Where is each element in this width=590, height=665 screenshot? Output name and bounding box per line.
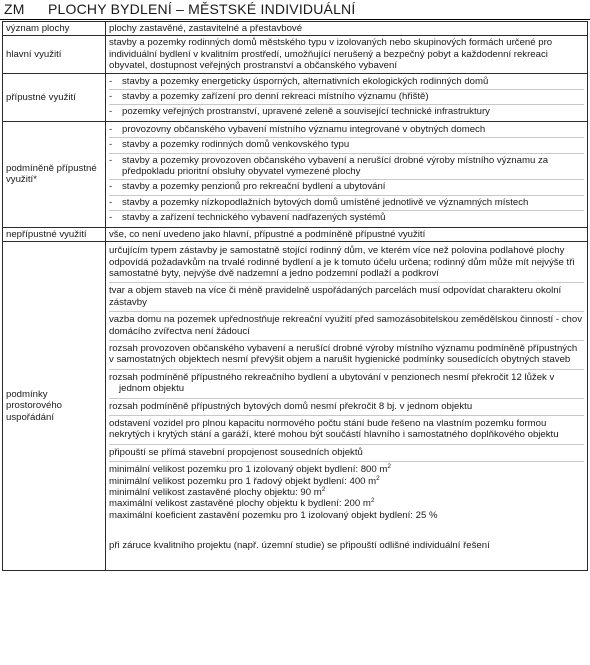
- list-item: - stavby a pozemky nízkopodlažních bytových domů umístěné jednotlivě ve významných místech: [109, 196, 584, 211]
- page-title: [4, 1, 355, 17]
- limits-list: [109, 462, 584, 524]
- row-label: nepřípustné využití: [3, 227, 106, 241]
- limit-line: minimální velikost pozemku pro 1 řadový objekt bydlení: 400 $m^2$: [109, 474, 380, 487]
- limit-line: minimální velikost zastavěné plochy objektu: 90 $m^2$: [109, 485, 326, 498]
- regulation-table: [2, 21, 588, 571]
- zone-title: PLOCHY BYDLENÍ – MĚSTSKÉ INDIVIDUÁLNÍ: [48, 1, 356, 17]
- condition-paragraph: rozsah podmíněně přípustného rekreačního bydlení a ubytování v penzionech nesmí překročit 12 lůžek v jednom objektu: [109, 370, 584, 399]
- spacer: [109, 524, 584, 538]
- list-item: - stavby a zařízení technického vybavení nadřazených systémů: [109, 212, 386, 224]
- row-label: podmíněně přípustné využití*: [3, 121, 106, 227]
- row-value: vše, co není uvedeno jako hlavní, přípustné a podmíněně přípustné využití: [106, 227, 588, 241]
- row-label: význam plochy: [3, 22, 106, 36]
- limit-line: maximální velikost zastavěné plochy objektu k bydlení: 200 $m^2$: [109, 497, 375, 510]
- condition-paragraph: odstavení vozidel pro plnou kapacitu normového počtu stání bude řešeno na vlastním pozemku formou nekrytých i krytých stání a garáží, které mohou být součástí hlavního i samostatného doplňkového objektu: [109, 416, 584, 445]
- condition-paragraph: rozsah provozoven občanského vybavení a nerušící drobné výroby místního významu podmíněně přípustných v samostatných objektech nesmí převýšit objem a narušit hygienické podmínky sousedících obytných staveb: [109, 341, 584, 370]
- list-item: - provozovny občanského vybavení místního významu integrované v obytných domech: [109, 123, 584, 138]
- list-item: - stavby a pozemky rodinných domů venkovského typu: [109, 138, 584, 153]
- title-rule: [0, 19, 590, 20]
- limit-line: maximální koeficient zastavění pozemku pro 1 izolovaný objekt bydlení: 25 %: [109, 509, 438, 521]
- row-value: [106, 121, 588, 227]
- row-value: [106, 73, 588, 121]
- row-podminky: [3, 242, 588, 571]
- condition-note: při záruce kvalitního projektu (např. územní studie) se připouští odlišné individuální řešení: [109, 540, 490, 552]
- row-podminene: [3, 121, 588, 227]
- row-pripustne: [3, 73, 588, 121]
- list-item: - stavby a pozemky provozoven občanského vybavení a nerušící drobné výroby místního významu za předpokladu prioritní obsluhy obyvatel vymezené plochy: [109, 154, 584, 181]
- row-label: přípustné využití: [3, 73, 106, 121]
- condition-paragraph: rozsah podmíněně přípustných bytových domů nesmí překročit 8 bj. v jednom objektu: [109, 399, 584, 416]
- row-nepripustne: [3, 227, 588, 241]
- spacer: [109, 555, 584, 569]
- list-item: - stavby a pozemky energeticky úsporných, alternativních ekologických rodinných domů: [109, 75, 584, 90]
- row-label: podmínky prostorového uspořádání: [3, 242, 106, 571]
- row-value: plochy zastavěné, zastavitelné a přestavbové: [106, 22, 588, 36]
- list-item: - stavby a pozemky zařízení pro denní rekreaci místního významu (hřiště): [109, 90, 584, 105]
- list-item: - stavby a pozemky penzionů pro rekreační bydlení a ubytování: [109, 180, 584, 195]
- zone-code: ZM: [4, 1, 25, 17]
- row-vyznam: [3, 22, 588, 36]
- row-value: [106, 242, 588, 571]
- row-hlavni: [3, 36, 588, 73]
- condition-paragraph: připouští se přímá stavební propojenost sousedních objektů: [109, 445, 584, 462]
- condition-paragraph: vazba domu na pozemek upřednostňuje rekreační využití před samozásobitelskou zemědělskou činností - chov domácího zvířectva není žádoucí: [109, 312, 584, 341]
- condition-paragraph: tvar a objem staveb na více či méně pravidelně uspořádaných parcelách musí odpovídat charakteru okolní zástavby: [109, 283, 584, 312]
- row-value: stavby a pozemky rodinných domů městského typu v izolovaných nebo skupinových formách určené pro individuální bydlení v kvalitním prostředí, umožňující nerušený a bezpečný pobyt a každodenní rekreaci obyvatel, dostupnost veřejných prostranství a občanského vybavení: [106, 36, 588, 73]
- row-label: hlavní využití: [3, 36, 106, 73]
- list-item: - pozemky veřejných prostranství, upravené zeleně a související technické infrastruktury: [109, 106, 490, 118]
- limit-line: minimální velikost pozemku pro 1 izolovaný objekt bydlení: 800 $m^2$: [109, 463, 391, 476]
- condition-paragraph: určujícím typem zástavby je samostatně stojící rodinný dům, ve kterém více než polovina podlahové plochy odpovídá požadavkům na trvalé rodinné bydlení a je k tomuto účelu určena; rodinný dům může mít nejvýše tři samostatné byty, nejvýše dvě nadzemní a jedno podzemní podlaží a podkroví: [109, 243, 584, 283]
